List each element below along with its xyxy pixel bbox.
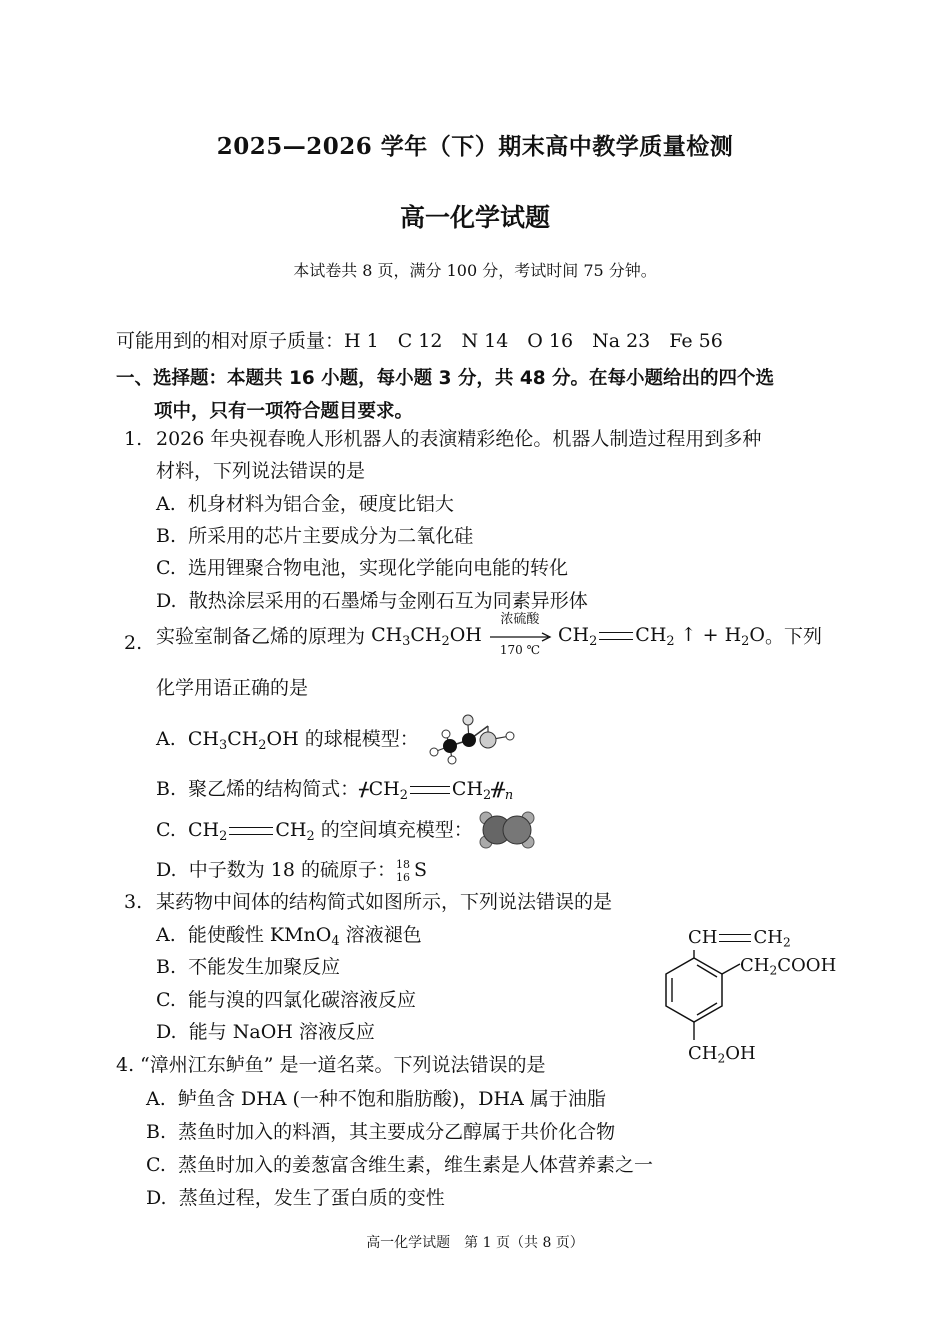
formula-ethanol: $CH_3CH_2OH$ [187,728,299,753]
option-text-post: 溶液褪色 [339,924,422,946]
reaction-condition-top: 浓硫酸 [500,612,540,627]
option-text-sub: 4 [331,933,340,949]
q3-option-c [156,989,416,1012]
q1-stem-line1: 2026 年央视春晚人形机器人的表演精彩绝伦。机器人制造过程用到多种 [156,428,762,450]
option-label: B. [156,778,177,800]
struct-side-tail: COOH [777,955,837,976]
q2-option-d [156,858,427,884]
option-text: 所采用的芯片主要成分为二氧化硅 [188,525,474,547]
q1-option-c [156,557,568,580]
option-label: C. [146,1154,166,1176]
q2-stem-line1 [156,612,822,664]
reaction-condition-bottom: 170 ℃ [499,643,540,657]
q4-option-b [146,1121,615,1144]
option-text: 的空间填充模型： [320,819,473,841]
q4-option-d [146,1187,445,1210]
option-text: 蒸鱼时加入的姜葱富含维生素，维生素是人体营养素之一 [178,1154,654,1176]
q2-stem-post: 。下列 [764,625,822,648]
q1-option-b [156,525,473,548]
option-text: 选用锂聚合物电池，实现化学能向电能的转化 [188,557,569,579]
q2-stem-pre: 实验室制备乙烯的原理为 [156,625,366,648]
option-text: 不能发生加聚反应 [188,956,341,978]
option-label: D. [146,1187,167,1209]
option-text: 蒸鱼过程，发生了蛋白质的变性 [178,1187,445,1209]
q2-option-b [156,778,513,803]
polyethylene-formula: ᚋCH$_2$ $CH_2ᚌ_n$ [359,778,514,803]
struct-side: CH [740,955,770,976]
option-label: A. [156,493,176,515]
q2-number: 2. [124,632,143,654]
ball-stick-model-icon [426,708,518,768]
option-label: A. [156,924,176,946]
q1-option-d [156,590,588,613]
option-label: B. [156,525,177,547]
option-label: B. [156,956,177,978]
option-label: C. [156,557,176,579]
isotope-notation [396,858,414,884]
option-label: A. [146,1088,166,1110]
q1-number: 1. [124,428,143,450]
option-label: D. [156,859,177,881]
mass-number: 18 [395,858,410,871]
q2-products: $CH_2$ $CH_2$ ↑ + $H_2O$ [557,624,765,650]
q4-number: 4. [116,1054,135,1076]
option-text: 散热涂层采用的石墨烯与金刚石互为同素异形体 [188,590,588,612]
q3-option-b [156,956,340,979]
option-text: 鲈鱼含 DHA (一种不饱和脂肪酸)，DHA 属于油脂 [177,1088,606,1110]
section-heading-line2: 项中，只有一项符合题目要求。 [154,401,414,422]
option-text: 聚乙烯的结构简式： [188,778,360,800]
option-label: D. [156,590,177,612]
page-footer: 高一化学试题 第 1 页（共 8 页） [366,1235,584,1251]
q3-option-d [156,1021,375,1044]
q2-stem-line2: 化学用语正确的是 [156,677,309,699]
q2-option-c [156,819,473,844]
atomic-masses: 可能用到的相对原子质量：H 1 C 12 N 14 O 16 Na 23 Fe 56 [116,330,723,352]
struct-ch: CH [688,927,718,948]
vinyl-group: CH $CH_2$ [688,927,791,950]
exam-subtitle: 高一化学试题 [399,203,550,232]
q3-number: 3. [124,891,143,913]
acetic-acid-group: $CH_2COOH$ [740,955,837,978]
option-label: D. [156,1021,177,1043]
option-text [187,924,422,949]
option-text: 能与溴的四氯化碳溶液反应 [188,989,417,1011]
space-filling-model-icon [478,809,536,851]
q1-option-a [156,493,454,516]
option-label: C. [156,819,176,841]
option-text: 蒸鱼时加入的料酒，其主要成分乙醇属于共价化合物 [178,1121,616,1143]
reaction-arrow [488,612,552,657]
option-label: A. [156,728,176,750]
atomic-number: 16 [395,871,410,884]
section-heading-line1: 一、选择题：本题共 16 小题，每小题 3 分，共 48 分。在每小题给出的四个选 [116,368,775,389]
q4-option-a [146,1088,606,1111]
struct-bottom-tail: OH [725,1043,756,1064]
option-text: 的球棍模型： [304,728,419,750]
q3-option-a [156,924,422,949]
struct-bottom: CH [688,1043,718,1064]
option-text: 机身材料为铝合金，硬度比铝大 [187,493,454,515]
option-label: B. [146,1121,167,1143]
q2-reactant: $CH_3CH_2OH$ [371,624,482,650]
option-text: 能与 NaOH 溶液反应 [188,1021,375,1043]
q4-stem: “漳州江东鲈鱼” 是一道名菜。下列说法错误的是 [140,1054,546,1076]
q3-stem: 某药物中间体的结构简式如图所示，下列说法错误的是 [156,891,613,913]
hydroxymethyl-group: $CH_2OH$ [688,1043,756,1066]
element-symbol: S [413,859,427,881]
option-text: 中子数为 18 的硫原子： [188,859,396,881]
q2-option-a [156,728,419,753]
q4-option-c [146,1154,653,1177]
option-text-pre: 能使酸性 KMnO [187,924,332,946]
formula-ethylene: $CH_2$ $CH_2$ [188,819,315,844]
exam-title: 2025—2026 学年（下）期末高中教学质量检测 [216,133,734,160]
struct-ch-top2: CH [753,927,783,948]
exam-note: 本试卷共 8 页，满分 100 分，考试时间 75 分钟。 [293,261,657,280]
option-label: C. [156,989,176,1011]
q1-stem-line2: 材料，下列说法错误的是 [156,460,366,482]
